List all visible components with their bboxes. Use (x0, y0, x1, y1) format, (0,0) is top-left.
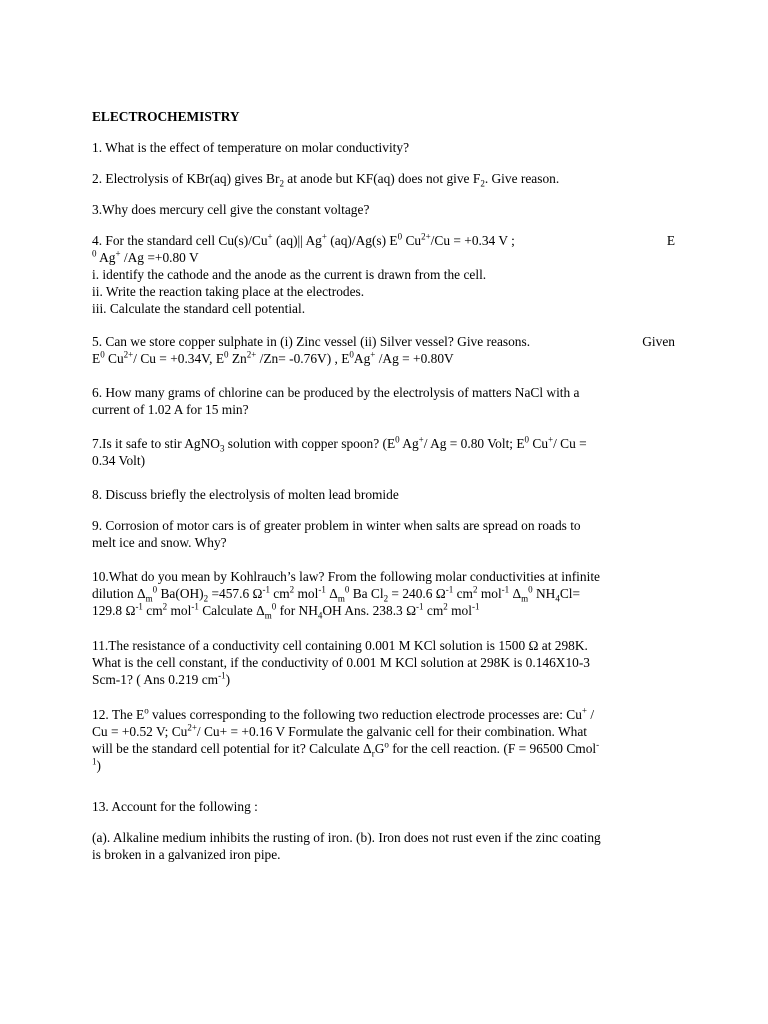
question-12: 12. The $E^o$ values corresponding to the following two reduction electrode processes are: Cu+ / Cu = +0.52 V; $Cu^{2+}/$ Cu+ = +0.16 V Formulate the galvanic cell for their combination. What will be the standard cell potential for it? Calculate $\Delta_rG^o$ for the cell reaction. (F = 96500 Cmol- $^1$) (92, 705, 600, 773)
question-5 (92, 333, 675, 367)
question-8: 8. Discuss briefly the electrolysis of molten lead bromide (92, 487, 399, 502)
question-4-part-ii: ii. Write the reaction taking place at the electrodes. (92, 284, 365, 299)
question-4-line-1: 4. For the standard cell Cu(s)/Cu+ (aq)|| Ag+ (aq)/Ag(s) $E^0$ $Cu^{2+}/Cu = +0.34$ V ; E (92, 231, 675, 248)
question-3: 3.Why does mercury cell give the constant voltage? (92, 202, 370, 217)
question-4-part-iii: iii. Calculate the standard cell potential. (92, 301, 306, 316)
question-4-part-i: i. identify the cathode and the anode as the current is drawn from the cell. (92, 267, 487, 282)
question-4-line-2: $^0$ Ag+ /Ag =+0.80 V (92, 248, 199, 265)
question-5-line-2: $E^0$ $Cu^{2+}/$ Cu = +0.34V, $E^0$ $Zn^{2+}$ /Zn= -0.76V) , $E^0Ag^+$ /Ag = +0.80V (92, 349, 454, 366)
question-9: 9. Corrosion of motor cars is of greater problem in winter when salts are spread on roads to melt ice and snow. Why? (92, 518, 581, 550)
question-11: 11.The resistance of a conductivity cell containing 0.001 M KCl solution is 1500 Ω at 298K. What is the cell constant, if the conductivity of 0.001 M KCl solution at 298K is 0.146X10-3 Scm-1? ( Ans 0.219 $cm^{-1}$) (92, 638, 590, 687)
question-1: 1. What is the effect of temperature on molar conductivity? (92, 140, 410, 155)
document-title: ELECTROCHEMISTRY (92, 109, 240, 124)
question-13-parts: (a). Alkaline medium inhibits the rusting of iron. (b). Iron does not rust even if the zinc coating is broken in a galvanized iron pipe. (92, 830, 601, 862)
question-10: 10.What do you mean by Kohlrauch’s law? From the following molar conductivities at infinite dilution $\Delta_m^0$ $Ba(OH)_2 =457.6$ $\Omega^{-1}$ $cm^2$ mol$^{-1}$ $\Delta_m^0$ Ba $Cl_2 = 240.6$ $\Omega^{-1}$ $cm^2$ mol$^{-1}$ $\Delta_m^0$ $NH_4Cl=$ 129.8 $\Omega^{-1}$ $cm^2$ mol$^{-1}$ Calculate $\Delta_m^0$ for $NH_4OH$ Ans. 238.3 $\Omega^{-1}$ $cm^2$ mol$^{-1}$ (92, 569, 600, 621)
question-5-line-1: 5. Can we store copper sulphate in (i) Zinc vessel (ii) Silver vessel? Give reasons. Given (92, 334, 675, 349)
question-4 (92, 232, 675, 317)
question-2: 2. Electrolysis of KBr(aq) gives $Br_2$ at anode but KF(aq) does not give $F_2$. Give reason. (92, 171, 560, 189)
question-7: 7.Is it safe to stir AgNO$_3$ solution with copper spoon? ($E^0$ Ag+/ Ag = 0.80 Volt; $E^0$ Cu+/ Cu = 0.34 Volt) (92, 434, 587, 468)
question-13: 13. Account for the following : (92, 799, 258, 814)
question-6: 6. How many grams of chlorine can be produced by the electrolysis of matters NaCl with a current of 1.02 A for 15 min? (92, 385, 580, 417)
